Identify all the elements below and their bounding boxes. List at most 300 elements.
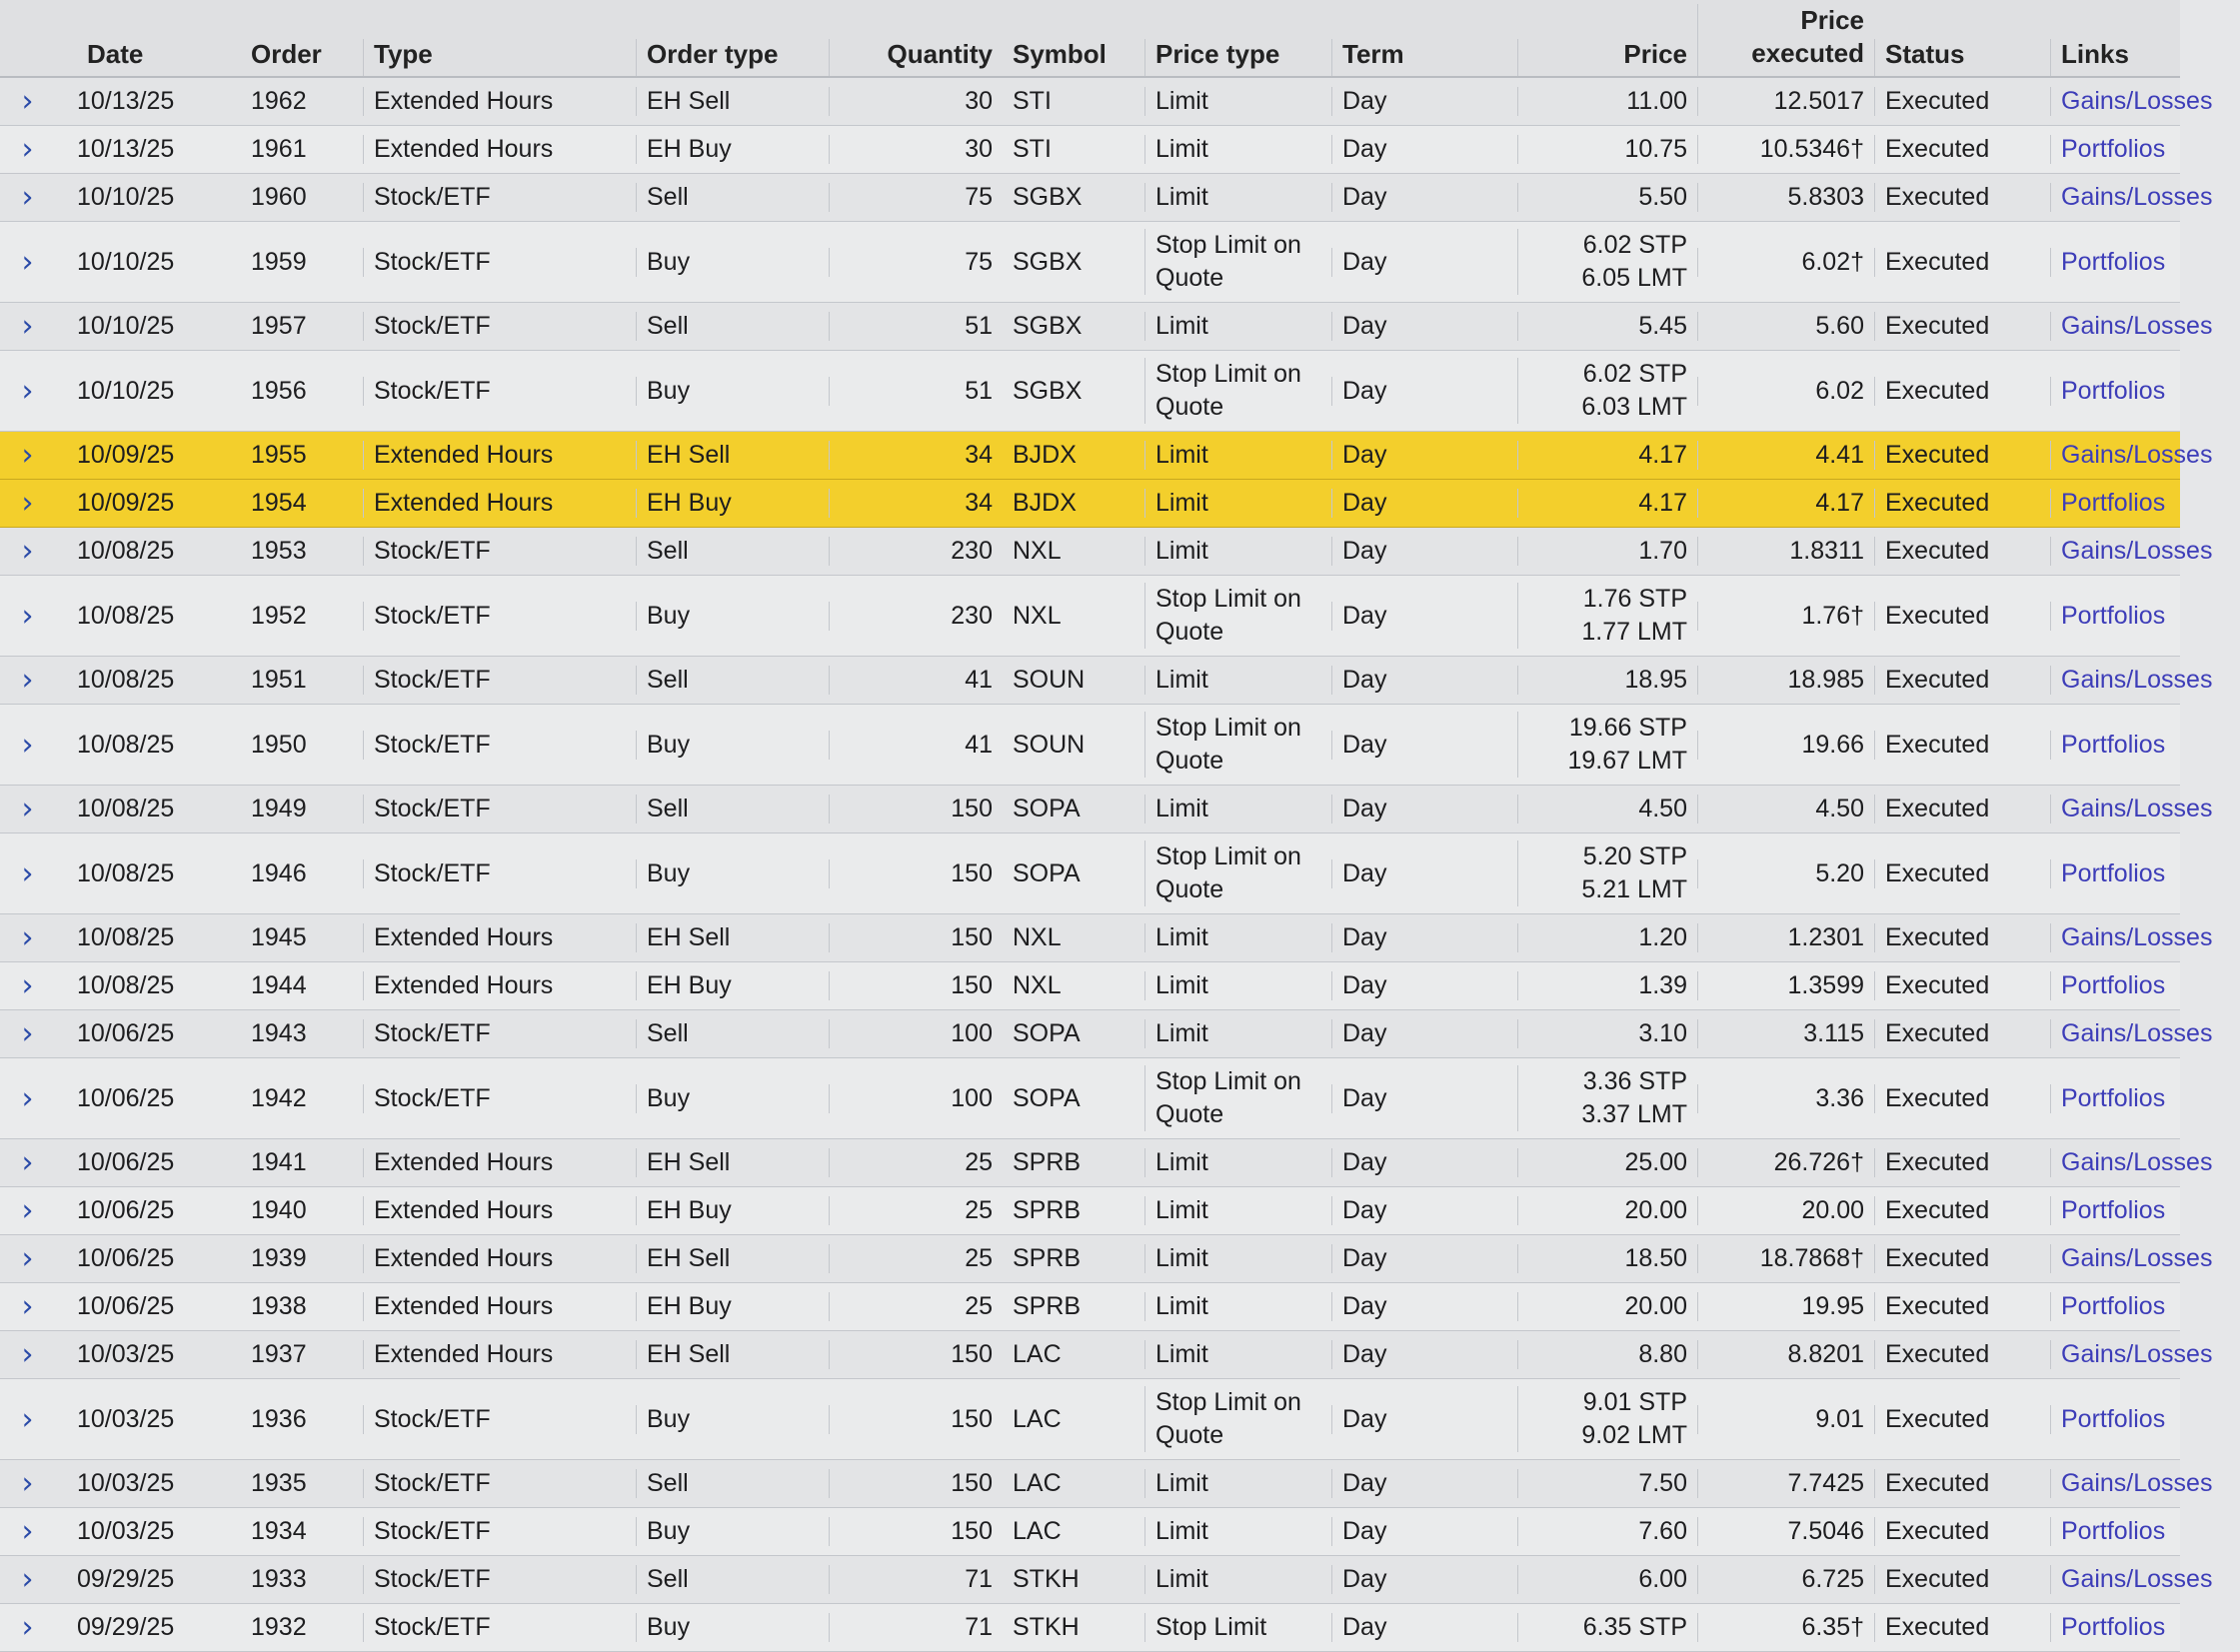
- cell-price-executed: 6.02†: [1697, 248, 1874, 277]
- cell-symbol: SGBX: [1013, 247, 1083, 276]
- chevron-right-icon[interactable]: ›: [21, 1241, 34, 1276]
- chevron-right-icon[interactable]: ›: [21, 1514, 34, 1549]
- cell-term: Day: [1331, 666, 1517, 695]
- cell-quantity: 30: [829, 135, 1003, 164]
- chevron-right-icon[interactable]: ›: [21, 1145, 34, 1180]
- cell-date: 10/08/25: [77, 795, 175, 823]
- cell-link[interactable]: Gains/Losses: [2050, 923, 2240, 952]
- cell-date: 10/03/25: [77, 1469, 175, 1497]
- table-row[interactable]: [0, 480, 2180, 528]
- chevron-right-icon[interactable]: ›: [21, 598, 34, 634]
- table-row[interactable]: [0, 1331, 2213, 1379]
- table-body: [0, 78, 2213, 1652]
- cell-price-executed: 8.8201: [1697, 1340, 1874, 1369]
- cell-quantity: 71: [829, 1565, 1003, 1594]
- cell-order-type: EH Buy: [636, 1292, 829, 1321]
- cell-order-type: Buy: [636, 859, 829, 888]
- cell-type: Extended Hours: [363, 923, 636, 952]
- cell-status: Executed: [1874, 248, 2050, 277]
- cell-status: Executed: [1874, 1148, 2050, 1177]
- cell-order: 1962: [251, 87, 307, 115]
- cell-term: Day: [1331, 1084, 1517, 1113]
- cell-symbol: SOPA: [1013, 1019, 1081, 1047]
- cell-term: Day: [1331, 1148, 1517, 1177]
- cell-date: 10/13/25: [77, 135, 175, 163]
- cell-symbol: STKH: [1013, 1565, 1080, 1593]
- cell-link[interactable]: Gains/Losses: [2050, 795, 2240, 824]
- chevron-right-icon[interactable]: ›: [21, 534, 34, 569]
- cell-quantity: 75: [829, 183, 1003, 212]
- cell-date: 10/06/25: [77, 1244, 175, 1272]
- cell-symbol: SGBX: [1013, 376, 1083, 405]
- cell-link[interactable]: Portfolios: [2050, 489, 2240, 518]
- cell-type: Stock/ETF: [363, 602, 636, 631]
- cell-price: 1.76 STP 1.77 LMT: [1517, 583, 1697, 649]
- cell-term: Day: [1331, 248, 1517, 277]
- chevron-right-icon[interactable]: ›: [21, 180, 34, 215]
- cell-order: 1935: [251, 1469, 307, 1497]
- cell-price-type: Limit: [1144, 1469, 1331, 1498]
- table-row[interactable]: [0, 303, 2213, 351]
- cell-type: Stock/ETF: [363, 377, 636, 406]
- chevron-right-icon[interactable]: ›: [21, 792, 34, 826]
- cell-type: Extended Hours: [363, 1292, 636, 1321]
- cell-price: 5.45: [1517, 312, 1697, 341]
- expand-column-header: [0, 70, 55, 76]
- cell-price-executed: 6.35†: [1697, 1613, 1874, 1642]
- chevron-right-icon[interactable]: ›: [21, 920, 34, 955]
- cell-link[interactable]: Gains/Losses: [2050, 441, 2240, 470]
- chevron-right-icon[interactable]: ›: [21, 1193, 34, 1228]
- cell-quantity: 34: [829, 441, 1003, 470]
- cell-price-executed: 19.95: [1697, 1292, 1874, 1321]
- cell-price: 6.35 STP: [1517, 1613, 1697, 1642]
- table-row[interactable]: [0, 914, 2213, 962]
- cell-price-executed: 9.01: [1697, 1405, 1874, 1434]
- chevron-right-icon[interactable]: ›: [21, 1080, 34, 1116]
- cell-order: 1950: [251, 730, 307, 759]
- cell-symbol: SPRB: [1013, 1244, 1082, 1272]
- cell-symbol: SPRB: [1013, 1196, 1082, 1224]
- cell-status: Executed: [1874, 1340, 2050, 1369]
- cell-order: 1959: [251, 247, 307, 276]
- cell-order: 1937: [251, 1340, 307, 1368]
- column-header-price-executed[interactable]: Price executed: [1697, 4, 1874, 76]
- table-header: [0, 0, 2180, 78]
- cell-price-executed: 10.5346†: [1697, 135, 1874, 164]
- table-row[interactable]: [0, 1010, 2213, 1058]
- cell-date: 10/13/25: [77, 87, 175, 115]
- chevron-right-icon[interactable]: ›: [21, 1401, 34, 1437]
- cell-link[interactable]: Portfolios: [2050, 602, 2240, 631]
- cell-date: 10/06/25: [77, 1196, 175, 1224]
- chevron-right-icon[interactable]: ›: [21, 1610, 34, 1645]
- cell-symbol: BJDX: [1013, 489, 1077, 517]
- cell-order-type: Buy: [636, 248, 829, 277]
- cell-price-type: Limit: [1144, 923, 1331, 952]
- cell-link[interactable]: Gains/Losses: [2050, 1148, 2240, 1177]
- cell-symbol: LAC: [1013, 1404, 1062, 1433]
- cell-status: Executed: [1874, 1405, 2050, 1434]
- table-row[interactable]: [0, 528, 2213, 576]
- cell-link[interactable]: Gains/Losses: [2050, 666, 2240, 695]
- cell-date: 10/08/25: [77, 730, 175, 759]
- cell-link[interactable]: Portfolios: [2050, 1405, 2240, 1434]
- cell-price-type: Stop Limit on Quote: [1144, 583, 1331, 649]
- cell-order: 1956: [251, 376, 307, 405]
- cell-date: 10/06/25: [77, 1292, 175, 1320]
- cell-date: 10/06/25: [77, 1148, 175, 1176]
- table-row[interactable]: [0, 962, 2180, 1010]
- cell-order: 1954: [251, 489, 307, 517]
- cell-price: 20.00: [1517, 1196, 1697, 1225]
- table-row[interactable]: [0, 705, 2180, 786]
- cell-quantity: 150: [829, 1340, 1003, 1369]
- cell-status: Executed: [1874, 1019, 2050, 1048]
- table-row[interactable]: [0, 1379, 2180, 1460]
- cell-price-executed: 18.985: [1697, 666, 1874, 695]
- column-header-price-type[interactable]: Price type: [1144, 39, 1331, 76]
- table-row[interactable]: [0, 174, 2213, 222]
- cell-price-type: Stop Limit on Quote: [1144, 1065, 1331, 1131]
- cell-price: 3.36 STP 3.37 LMT: [1517, 1065, 1697, 1131]
- cell-status: Executed: [1874, 971, 2050, 1000]
- cell-price-type: Stop Limit on Quote: [1144, 358, 1331, 424]
- cell-date: 10/03/25: [77, 1404, 175, 1433]
- cell-type: Extended Hours: [363, 135, 636, 164]
- cell-date: 10/08/25: [77, 666, 175, 694]
- cell-date: 09/29/25: [77, 1613, 175, 1641]
- cell-link[interactable]: Portfolios: [2050, 1196, 2240, 1225]
- cell-price: 3.10: [1517, 1019, 1697, 1048]
- chevron-right-icon[interactable]: ›: [21, 1289, 34, 1324]
- cell-order: 1938: [251, 1292, 307, 1320]
- table-row[interactable]: [0, 1058, 2180, 1139]
- cell-order: 1953: [251, 537, 307, 565]
- cell-price: 7.50: [1517, 1469, 1697, 1498]
- cell-link[interactable]: Portfolios: [2050, 135, 2240, 164]
- table-row[interactable]: [0, 1187, 2180, 1235]
- chevron-right-icon[interactable]: ›: [21, 1337, 34, 1372]
- table-row[interactable]: [0, 833, 2180, 914]
- cell-status: Executed: [1874, 377, 2050, 406]
- cell-order: 1933: [251, 1565, 307, 1593]
- cell-price-executed: 3.36: [1697, 1084, 1874, 1113]
- cell-type: Stock/ETF: [363, 1084, 636, 1113]
- cell-symbol: SGBX: [1013, 183, 1083, 211]
- cell-quantity: 150: [829, 1469, 1003, 1498]
- cell-price: 7.60: [1517, 1517, 1697, 1546]
- cell-price-executed: 19.66: [1697, 731, 1874, 760]
- cell-order: 1943: [251, 1019, 307, 1047]
- chevron-right-icon[interactable]: ›: [21, 244, 34, 280]
- cell-price-type: Limit: [1144, 1148, 1331, 1177]
- cell-link[interactable]: Gains/Losses: [2050, 183, 2240, 212]
- cell-symbol: SOPA: [1013, 858, 1081, 887]
- cell-price-executed: 4.41: [1697, 441, 1874, 470]
- chevron-right-icon[interactable]: ›: [21, 1466, 34, 1501]
- cell-term: Day: [1331, 1292, 1517, 1321]
- cell-order: 1960: [251, 183, 307, 211]
- table-row[interactable]: [0, 351, 2180, 432]
- cell-symbol: STKH: [1013, 1613, 1080, 1641]
- cell-link[interactable]: Gains/Losses: [2050, 537, 2240, 566]
- cell-symbol: SOUN: [1013, 730, 1086, 759]
- cell-quantity: 41: [829, 666, 1003, 695]
- cell-type: Extended Hours: [363, 1340, 636, 1369]
- cell-price: 25.00: [1517, 1148, 1697, 1177]
- table-row[interactable]: [0, 657, 2213, 705]
- cell-term: Day: [1331, 1469, 1517, 1498]
- cell-date: 10/06/25: [77, 1083, 175, 1112]
- cell-price-type: Limit: [1144, 971, 1331, 1000]
- cell-order: 1945: [251, 923, 307, 951]
- table-row[interactable]: [0, 1235, 2213, 1283]
- cell-order-type: EH Buy: [636, 489, 829, 518]
- cell-order-type: Sell: [636, 1469, 829, 1498]
- cell-price-executed: 4.50: [1697, 795, 1874, 824]
- column-header-price[interactable]: Price: [1517, 39, 1697, 76]
- cell-order-type: EH Sell: [636, 87, 829, 116]
- column-header-type[interactable]: Type: [363, 39, 636, 76]
- cell-price-executed: 1.8311: [1697, 537, 1874, 566]
- cell-order-type: EH Buy: [636, 135, 829, 164]
- column-header-date[interactable]: Date: [87, 39, 144, 69]
- cell-price: 10.75: [1517, 135, 1697, 164]
- cell-link[interactable]: Portfolios: [2050, 971, 2240, 1000]
- cell-type: Extended Hours: [363, 489, 636, 518]
- cell-order-type: EH Buy: [636, 1196, 829, 1225]
- cell-link[interactable]: Gains/Losses: [2050, 1565, 2240, 1594]
- cell-price-type: Limit: [1144, 183, 1331, 212]
- cell-status: Executed: [1874, 1613, 2050, 1642]
- cell-price-executed: 3.115: [1697, 1019, 1874, 1048]
- cell-date: 10/10/25: [77, 376, 175, 405]
- cell-price: 4.50: [1517, 795, 1697, 824]
- cell-order: 1951: [251, 666, 307, 694]
- cell-order-type: Sell: [636, 537, 829, 566]
- cell-link[interactable]: Portfolios: [2050, 377, 2240, 406]
- cell-type: Stock/ETF: [363, 537, 636, 566]
- cell-link[interactable]: Gains/Losses: [2050, 312, 2240, 341]
- table-row[interactable]: [0, 1460, 2213, 1508]
- cell-status: Executed: [1874, 1196, 2050, 1225]
- cell-price-type: Stop Limit: [1144, 1613, 1331, 1642]
- cell-order: 1946: [251, 858, 307, 887]
- cell-price-type: Limit: [1144, 1244, 1331, 1273]
- cell-quantity: 150: [829, 971, 1003, 1000]
- cell-term: Day: [1331, 971, 1517, 1000]
- cell-status: Executed: [1874, 135, 2050, 164]
- chevron-right-icon[interactable]: ›: [21, 1562, 34, 1597]
- chevron-right-icon[interactable]: ›: [21, 663, 34, 698]
- chevron-right-icon[interactable]: ›: [21, 309, 34, 344]
- chevron-right-icon[interactable]: ›: [21, 373, 34, 409]
- cell-symbol: NXL: [1013, 923, 1062, 951]
- cell-term: Day: [1331, 923, 1517, 952]
- cell-link[interactable]: Portfolios: [2050, 1084, 2240, 1113]
- cell-date: 10/08/25: [77, 971, 175, 999]
- cell-status: Executed: [1874, 1565, 2050, 1594]
- cell-type: Stock/ETF: [363, 1613, 636, 1642]
- cell-order: 1932: [251, 1613, 307, 1641]
- cell-quantity: 150: [829, 859, 1003, 888]
- cell-quantity: 25: [829, 1292, 1003, 1321]
- table-row[interactable]: [0, 1139, 2213, 1187]
- chevron-right-icon[interactable]: ›: [21, 84, 34, 119]
- cell-date: 10/10/25: [77, 247, 175, 276]
- cell-price-executed: 7.5046: [1697, 1517, 1874, 1546]
- cell-price: 5.20 STP 5.21 LMT: [1517, 840, 1697, 906]
- cell-link[interactable]: Portfolios: [2050, 731, 2240, 760]
- cell-symbol: SPRB: [1013, 1148, 1082, 1176]
- cell-order: 1952: [251, 601, 307, 630]
- cell-price-type: Stop Limit on Quote: [1144, 712, 1331, 778]
- cell-price-type: Limit: [1144, 1517, 1331, 1546]
- cell-price: 18.95: [1517, 666, 1697, 695]
- cell-price-executed: 1.3599: [1697, 971, 1874, 1000]
- cell-type: Stock/ETF: [363, 248, 636, 277]
- cell-term: Day: [1331, 183, 1517, 212]
- cell-symbol: NXL: [1013, 601, 1062, 630]
- cell-price-executed: 1.2301: [1697, 923, 1874, 952]
- cell-order-type: Sell: [636, 183, 829, 212]
- cell-order-type: EH Sell: [636, 441, 829, 470]
- cell-quantity: 71: [829, 1613, 1003, 1642]
- cell-price-executed: 1.76†: [1697, 602, 1874, 631]
- cell-term: Day: [1331, 731, 1517, 760]
- cell-price-type: Limit: [1144, 795, 1331, 824]
- cell-quantity: 100: [829, 1019, 1003, 1048]
- column-header-links: Links: [2050, 39, 2240, 76]
- cell-term: Day: [1331, 1244, 1517, 1273]
- cell-symbol: NXL: [1013, 971, 1062, 999]
- cell-type: Stock/ETF: [363, 731, 636, 760]
- cell-symbol: STI: [1013, 135, 1052, 163]
- cell-type: Stock/ETF: [363, 312, 636, 341]
- cell-order-type: Buy: [636, 377, 829, 406]
- table-row[interactable]: [0, 1604, 2180, 1652]
- cell-term: Day: [1331, 441, 1517, 470]
- table-row[interactable]: [0, 1283, 2180, 1331]
- cell-quantity: 150: [829, 923, 1003, 952]
- cell-symbol: SGBX: [1013, 312, 1083, 340]
- cell-order: 1939: [251, 1244, 307, 1272]
- cell-quantity: 150: [829, 1405, 1003, 1434]
- cell-link[interactable]: Portfolios: [2050, 1292, 2240, 1321]
- column-header-symbol[interactable]: Symbol: [1013, 39, 1107, 69]
- cell-status: Executed: [1874, 183, 2050, 212]
- cell-price: 5.50: [1517, 183, 1697, 212]
- cell-date: 10/10/25: [77, 312, 175, 340]
- cell-price: 9.01 STP 9.02 LMT: [1517, 1386, 1697, 1452]
- cell-price-type: Limit: [1144, 1019, 1331, 1048]
- column-header-order-type[interactable]: Order type: [636, 39, 829, 76]
- cell-term: Day: [1331, 602, 1517, 631]
- cell-type: Stock/ETF: [363, 1565, 636, 1594]
- cell-type: Stock/ETF: [363, 183, 636, 212]
- cell-date: 10/08/25: [77, 537, 175, 565]
- column-header-status[interactable]: Status: [1874, 39, 2050, 76]
- cell-link[interactable]: Gains/Losses: [2050, 1469, 2240, 1498]
- chevron-right-icon[interactable]: ›: [21, 132, 34, 167]
- cell-date: 10/10/25: [77, 183, 175, 211]
- cell-order-type: Sell: [636, 666, 829, 695]
- cell-status: Executed: [1874, 489, 2050, 518]
- cell-term: Day: [1331, 312, 1517, 341]
- cell-type: Stock/ETF: [363, 1019, 636, 1048]
- cell-order: 1957: [251, 312, 307, 340]
- table-row[interactable]: [0, 576, 2180, 657]
- cell-quantity: 100: [829, 1084, 1003, 1113]
- column-header-order[interactable]: Order: [251, 39, 322, 69]
- cell-price-type: Limit: [1144, 1340, 1331, 1369]
- cell-link[interactable]: Gains/Losses: [2050, 1244, 2240, 1273]
- cell-type: Extended Hours: [363, 971, 636, 1000]
- table-row[interactable]: [0, 222, 2180, 303]
- cell-price-type: Limit: [1144, 489, 1331, 518]
- cell-quantity: 75: [829, 248, 1003, 277]
- cell-type: Stock/ETF: [363, 1469, 636, 1498]
- cell-order-type: EH Sell: [636, 923, 829, 952]
- cell-status: Executed: [1874, 859, 2050, 888]
- cell-link[interactable]: Portfolios: [2050, 1517, 2240, 1546]
- cell-quantity: 41: [829, 731, 1003, 760]
- cell-type: Extended Hours: [363, 1196, 636, 1225]
- column-header-quantity[interactable]: Quantity: [829, 39, 1003, 76]
- table-row[interactable]: [0, 1508, 2180, 1556]
- cell-term: Day: [1331, 1517, 1517, 1546]
- cell-symbol: SPRB: [1013, 1292, 1082, 1320]
- cell-type: Stock/ETF: [363, 1517, 636, 1546]
- column-header-term[interactable]: Term: [1331, 39, 1517, 76]
- cell-term: Day: [1331, 1405, 1517, 1434]
- cell-link[interactable]: Portfolios: [2050, 1613, 2240, 1642]
- cell-link[interactable]: Gains/Losses: [2050, 87, 2240, 116]
- chevron-right-icon[interactable]: ›: [21, 855, 34, 891]
- cell-quantity: 30: [829, 87, 1003, 116]
- cell-link[interactable]: Portfolios: [2050, 859, 2240, 888]
- chevron-right-icon[interactable]: ›: [21, 968, 34, 1003]
- cell-link[interactable]: Portfolios: [2050, 248, 2240, 277]
- cell-quantity: 25: [829, 1148, 1003, 1177]
- table-row[interactable]: [0, 78, 2213, 126]
- cell-date: 10/09/25: [77, 441, 175, 469]
- cell-order: 1961: [251, 135, 307, 163]
- cell-date: 10/03/25: [77, 1517, 175, 1545]
- cell-link[interactable]: Gains/Losses: [2050, 1019, 2240, 1048]
- chevron-right-icon[interactable]: ›: [21, 438, 34, 473]
- chevron-right-icon[interactable]: ›: [21, 486, 34, 521]
- cell-order-type: EH Buy: [636, 971, 829, 1000]
- table-row[interactable]: [0, 1556, 2213, 1604]
- cell-order-type: EH Sell: [636, 1148, 829, 1177]
- chevron-right-icon[interactable]: ›: [21, 1016, 34, 1051]
- cell-price: 6.02 STP 6.03 LMT: [1517, 358, 1697, 424]
- table-row[interactable]: [0, 126, 2180, 174]
- cell-symbol: LAC: [1013, 1469, 1062, 1497]
- cell-quantity: 230: [829, 602, 1003, 631]
- cell-price-executed: 5.8303: [1697, 183, 1874, 212]
- cell-symbol: LAC: [1013, 1517, 1062, 1545]
- cell-quantity: 150: [829, 795, 1003, 824]
- table-row[interactable]: [0, 432, 2213, 480]
- table-row[interactable]: [0, 786, 2213, 833]
- chevron-right-icon[interactable]: ›: [21, 727, 34, 763]
- cell-link[interactable]: Gains/Losses: [2050, 1340, 2240, 1369]
- cell-price-executed: 12.5017: [1697, 87, 1874, 116]
- cell-status: Executed: [1874, 537, 2050, 566]
